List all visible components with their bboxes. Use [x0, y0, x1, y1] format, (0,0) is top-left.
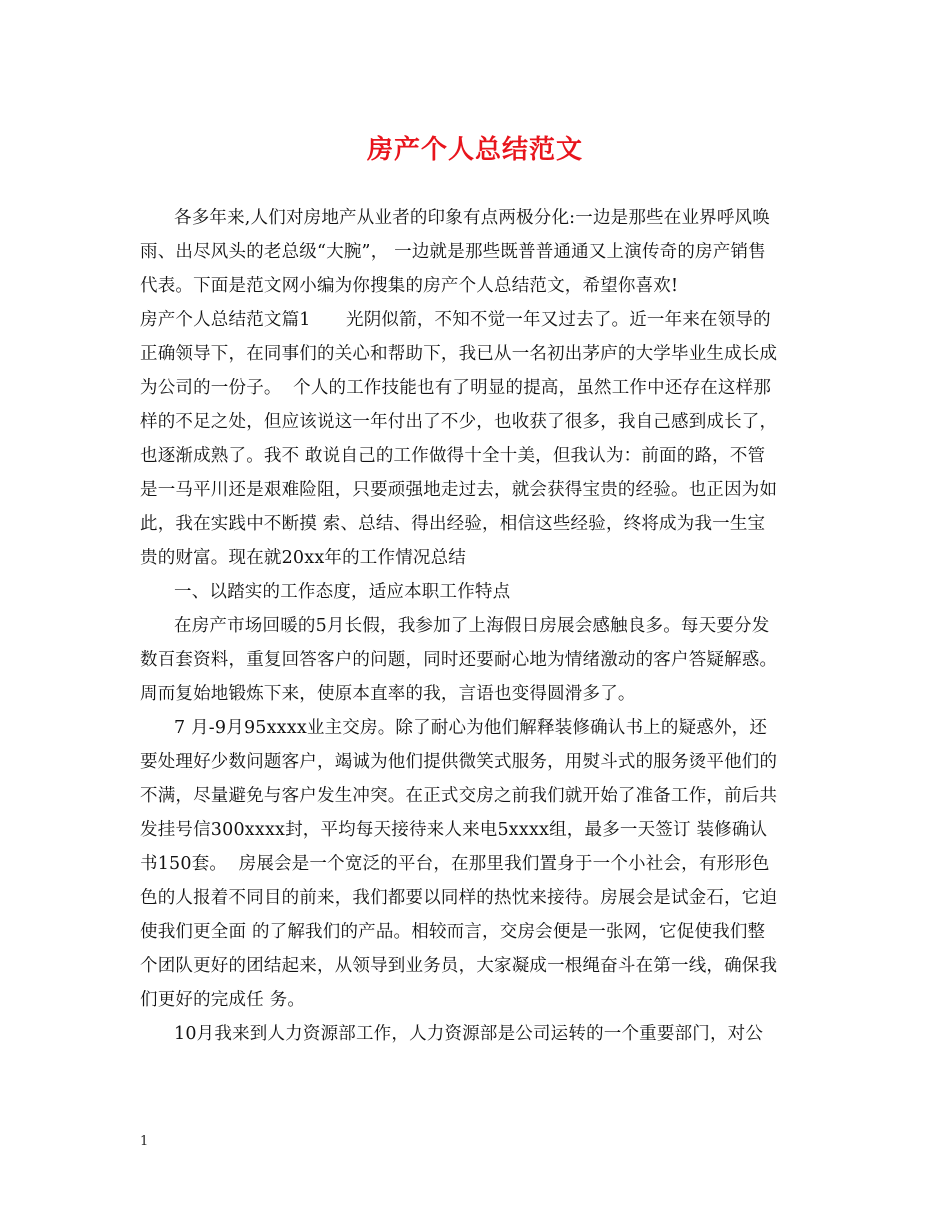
body-line: 数百套资料，重复回答客户的问题，同时还要耐心地为情绪激动的客户答疑解惑。 — [140, 650, 778, 670]
body-line: 样的不足之处，但应该说这一年付出了不少，也收获了很多，我自己感到成长了， — [140, 412, 778, 432]
body-line: 各多年来,人们对房地产从业者的印象有点两极分化:一边是那些在业界呼风唤 — [174, 208, 770, 228]
body-line: 房产个人总结范文篇1 光阴似箭，不知不觉一年又过去了。近一年来在领导的 — [140, 310, 771, 330]
body-line: 此，我在实践中不断摸 索、总结、得出经验，相信这些经验，终将成为我一生宝 — [140, 514, 766, 534]
body-line: 周而复始地锻炼下来，使原本直率的我，言语也变得圆滑多了。 — [140, 684, 636, 704]
document-title: 房产个人总结范文 — [366, 135, 583, 165]
body-line: 代表。下面是范文网小编为你搜集的房产个人总结范文，希望你喜欢! — [140, 276, 679, 296]
body-line: 是一马平川还是艰难险阻，只要顽强地走过去，就会获得宝贵的经验。也正因为如 — [140, 480, 778, 500]
body-line: 要处理好少数问题客户，竭诚为他们提供微笑式服务，用熨斗式的服务烫平他们的 — [140, 752, 778, 772]
body-line: 们更好的完成任 务。 — [140, 990, 306, 1010]
body-line: 7 月-9月95xxxx业主交房。除了耐心为他们解释装修确认书上的疑惑外，还 — [174, 718, 768, 738]
body-line: 使我们更全面 的了解我们的产品。相较而言，交房会便是一张网，它促使我们整 — [140, 922, 766, 942]
body-line: 贵的财富。现在就20xx年的工作情况总结 — [140, 548, 467, 568]
body-line: 一、以踏实的工作态度，适应本职工作特点 — [174, 582, 511, 602]
document-body — [140, 201, 812, 1051]
page-number: 1 — [140, 1134, 149, 1149]
body-line: 书150套。 房展会是一个宽泛的平台，在那里我们置身于一个小社会，有形形色 — [140, 854, 770, 874]
body-line: 个团队更好的团结起来，从领导到业务员，大家凝成一根绳奋斗在第一线，确保我 — [140, 956, 778, 976]
body-line: 色的人报着不同目的前来，我们都要以同样的热忱来接待。房展会是试金石，它迫 — [140, 888, 778, 908]
body-line: 在房产市场回暖的5月长假，我参加了上海假日房展会感触良多。每天要分发 — [174, 616, 770, 636]
body-line: 为公司的一份子。 个人的工作技能也有了明显的提高，虽然工作中还存在这样那 — [140, 378, 772, 398]
body-line: 雨、出尽风头的老总级“大腕”， 一边就是那些既普普通通又上演传奇的房产销售 — [140, 242, 766, 262]
body-line: 发挂号信300xxxx封，平均每天接待来人来电5xxxx组，最多一天签订 装修确认 — [140, 820, 768, 840]
body-line: 10月我来到人力资源部工作，人力资源部是公司运转的一个重要部门，对公 — [174, 1024, 764, 1044]
body-line: 正确领导下，在同事们的关心和帮助下，我已从一名初出茅庐的大学毕业生成长成 — [140, 344, 778, 364]
body-line: 不满，尽量避免与客户发生冲突。在正式交房之前我们就开始了准备工作，前后共 — [140, 786, 778, 806]
body-line: 也逐渐成熟了。我不 敢说自己的工作做得十全十美，但我认为：前面的路，不管 — [140, 446, 766, 466]
